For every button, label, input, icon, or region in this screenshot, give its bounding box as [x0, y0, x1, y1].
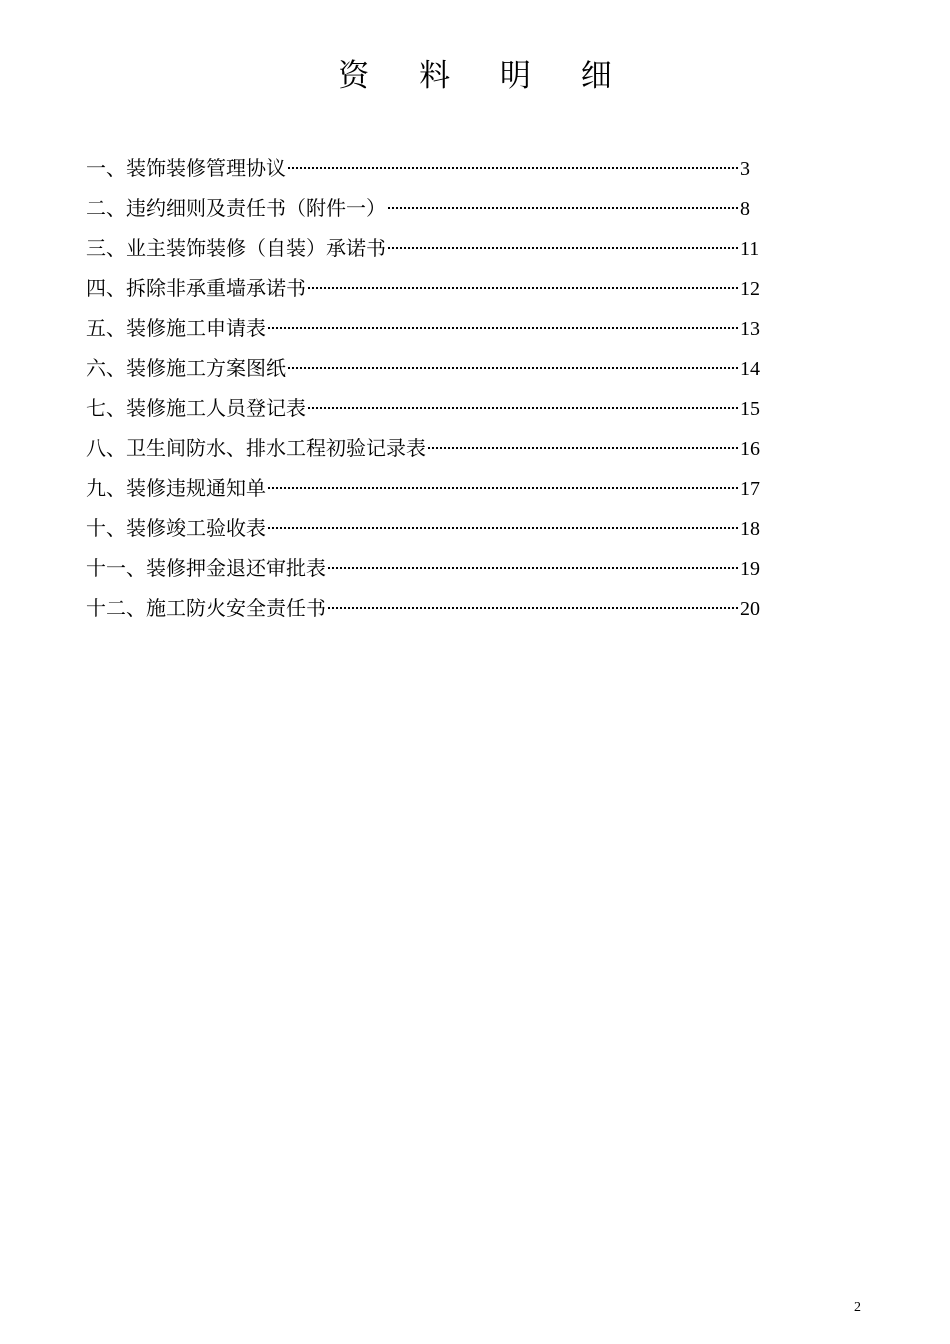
toc-entry-label: 十一、装修押金退还审批表: [86, 556, 326, 580]
toc-entry[interactable]: [86, 508, 766, 548]
toc-entry[interactable]: [86, 148, 766, 188]
toc-entry-label: 五、装修施工申请表: [86, 316, 266, 340]
toc-entry-page: 18: [740, 518, 760, 540]
toc-dot-leader: [288, 167, 738, 169]
toc-dot-leader: [388, 207, 738, 209]
toc-entry[interactable]: [86, 228, 766, 268]
toc-entry-page: 8: [740, 198, 750, 220]
toc-entry[interactable]: [86, 428, 766, 468]
toc-entry-label: 四、拆除非承重墙承诺书: [86, 276, 306, 300]
toc-entry-page: 12: [740, 278, 760, 300]
toc-dot-leader: [388, 247, 738, 249]
toc-entry[interactable]: [86, 348, 766, 388]
toc-dot-leader: [268, 327, 738, 329]
toc-entry-label: 九、装修违规通知单: [86, 476, 266, 500]
toc-dot-leader: [308, 287, 738, 289]
toc-entry-label: 六、装修施工方案图纸: [86, 356, 286, 380]
toc-entry-page: 17: [740, 478, 760, 500]
toc-entry[interactable]: [86, 268, 766, 308]
toc-dot-leader: [328, 607, 738, 609]
toc-entry[interactable]: [86, 188, 766, 228]
toc-dot-leader: [288, 367, 738, 369]
toc-entry-label: 十二、施工防火安全责任书: [86, 596, 326, 620]
toc-entry-page: 15: [740, 398, 760, 420]
toc-entry-label: 十、装修竣工验收表: [86, 516, 266, 540]
page-title: 资 料 明 细: [338, 58, 632, 94]
page-number: 2: [854, 1300, 861, 1315]
toc-dot-leader: [268, 487, 738, 489]
toc-entry-label: 二、违约细则及责任书（附件一）: [86, 196, 386, 220]
toc-entry-label: 三、业主装饰装修（自装）承诺书: [86, 236, 386, 260]
toc-dot-leader: [268, 527, 738, 529]
toc-entry-page: 11: [740, 238, 760, 260]
toc-entry-page: 3: [740, 158, 750, 180]
toc-dot-leader: [428, 447, 738, 449]
toc-entry-page: 13: [740, 318, 760, 340]
toc-entry[interactable]: [86, 308, 766, 348]
toc-entry[interactable]: [86, 588, 766, 628]
toc-entry-label: 一、装饰装修管理协议: [86, 156, 286, 180]
toc-entry[interactable]: [86, 548, 766, 588]
toc-entry-page: 20: [740, 598, 760, 620]
toc-dot-leader: [308, 407, 738, 409]
toc-entry-page: 16: [740, 438, 760, 460]
toc-entry[interactable]: [86, 388, 766, 428]
toc-entry-label: 七、装修施工人员登记表: [86, 396, 306, 420]
toc-entry[interactable]: [86, 468, 766, 508]
toc-dot-leader: [328, 567, 738, 569]
table-of-contents: [86, 148, 766, 628]
toc-entry-label: 八、卫生间防水、排水工程初验记录表: [86, 436, 426, 460]
toc-entry-page: 19: [740, 558, 760, 580]
toc-entry-page: 14: [740, 358, 760, 380]
